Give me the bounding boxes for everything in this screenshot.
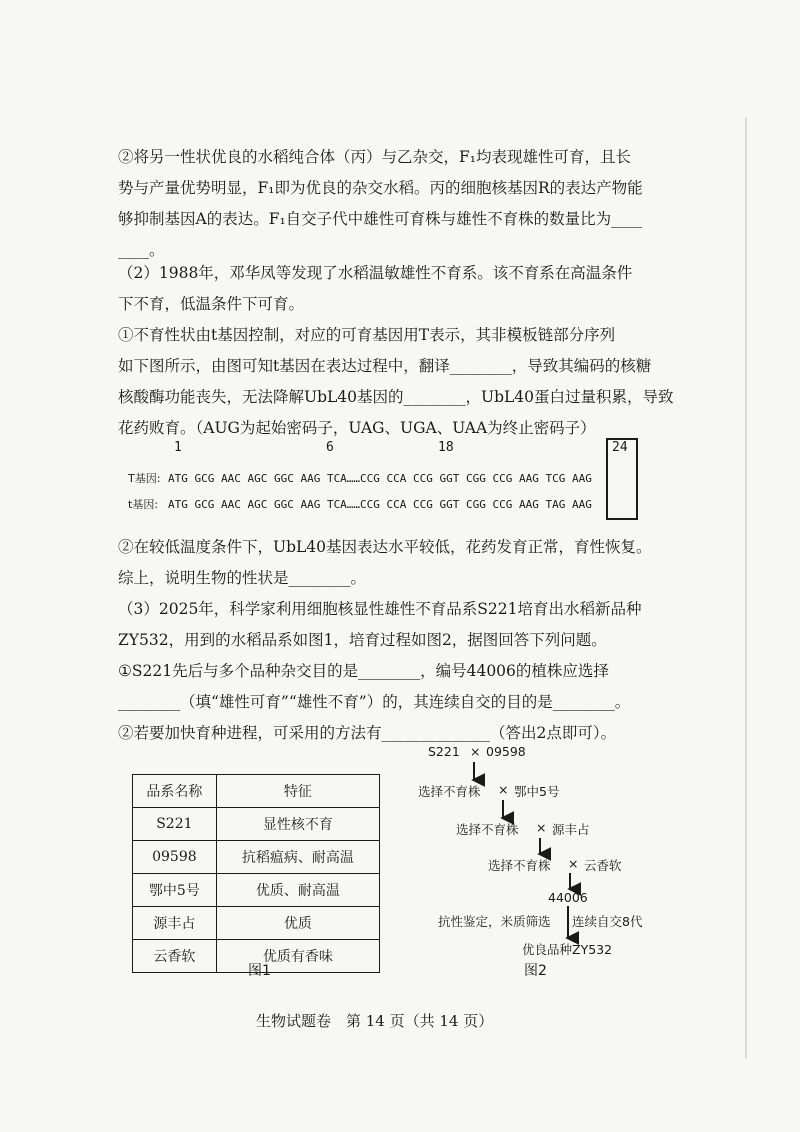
table-header-cell: 品系名称 (133, 775, 217, 808)
fc-select-3: 选择不育株 (488, 858, 551, 873)
table-cell: 源丰占 (133, 907, 217, 940)
seq-position-24: 24 (612, 440, 628, 455)
seq-label-t: t基因: (128, 498, 159, 511)
text-line: ________（填“雄性可育”“雄性不育”）的，其连续自交的目的是________。 (118, 693, 631, 711)
seq-position-18: 18 (438, 440, 454, 455)
seq-label-T: T基因: (128, 472, 161, 485)
text-line: 综上，说明生物的性状是________。 (118, 569, 367, 587)
text-line: 花药败育。（AUG为起始密码子，UAG、UGA、UAA为终止密码子） (118, 419, 596, 437)
paragraph-q2-intro (118, 258, 718, 320)
table-row (133, 808, 380, 841)
fc-cross-2: × (498, 782, 509, 797)
paragraph-q3-2 (118, 718, 718, 749)
text-line: ①S221先后与多个品种杂交目的是________，编号44006的植株应选择 (118, 662, 609, 680)
text-line: ②若要加快育种进程，可采用的方法有______________（答出2点即可）。 (118, 724, 617, 742)
fc-44006: 44006 (548, 890, 588, 905)
table-cell: 优质有香味 (216, 940, 379, 973)
text-line: 够抑制基因A的表达。F₁自交子代中雄性可育株与雄性不育株的数量比为____ (118, 210, 643, 228)
page-footer: 生物试题卷 第 14 页（共 14 页） (256, 1012, 494, 1030)
text-line: ②在较低温度条件下，UbL40基因表达水平较低，花药发育正常，育性恢复。 (118, 538, 652, 556)
table-row (133, 874, 380, 907)
figure1-table (132, 774, 380, 973)
text-line: ①不育性状由t基因控制，对应的可育基因用T表示，其非模板链部分序列 (118, 326, 616, 344)
fc-cross-4: × (568, 856, 579, 871)
table-cell: 鄂中5号 (133, 874, 217, 907)
seq-t: ATG GCG AAC AGC GGC AAG TCA……CCG CCA CCG GGT CGG CCG AAG TAG AAG (168, 498, 592, 511)
figure2-caption: 图2 (524, 963, 547, 979)
table-row (133, 907, 380, 940)
text-line: 下不育，低温条件下可育。 (118, 295, 305, 313)
fc-self-8: 连续自交8代 (572, 914, 643, 929)
seq-position-6: 6 (326, 440, 334, 455)
table-cell: 抗稻瘟病、耐高温 (216, 841, 379, 874)
text-line: 核酸酶功能丧失，无法降解UbL40基因的________，UbL40蛋白过量积累，导致 (118, 388, 674, 406)
table-cell: S221 (133, 808, 217, 841)
table-header-row (133, 775, 380, 808)
figure1-caption: 图1 (248, 963, 271, 979)
fc-ezhong5: 鄂中5号 (514, 784, 560, 799)
paragraph-q2-1 (118, 320, 718, 444)
fc-screen: 抗性鉴定，米质筛选 (438, 914, 551, 929)
seq-row-T (128, 470, 592, 486)
paragraph-q3-1 (118, 656, 718, 718)
fc-select-2: 选择不育株 (456, 822, 519, 837)
paragraph-q3-intro (118, 594, 718, 656)
table-cell: 优质、耐高温 (216, 874, 379, 907)
paragraph-q2-2 (118, 532, 718, 594)
fc-09598: 09598 (486, 744, 526, 759)
page-edge-shadow (745, 118, 747, 1058)
text-line: ____。 (118, 241, 165, 259)
seq-T: ATG GCG AAC AGC GGC AAG TCA……CCG CCA CCG GGT CGG CCG AAG TCG AAG (168, 472, 592, 485)
fc-final: 优良品种ZY532 (522, 942, 613, 957)
fc-yunxiangruan: 云香软 (584, 858, 622, 873)
fc-s221: S221 (428, 744, 460, 759)
fc-select-1: 选择不育株 (418, 784, 481, 799)
fc-cross-1: × (470, 744, 481, 759)
seq-position-1: 1 (174, 440, 182, 455)
table-cell: 优质 (216, 907, 379, 940)
text-line: 如下图所示，由图可知t基因在表达过程中，翻译________，导致其编码的核糖 (118, 357, 652, 375)
fc-cross-3: × (536, 820, 547, 835)
text-line: ZY532，用到的水稻品系如图1，培育过程如图2，据图回答下列问题。 (118, 631, 607, 649)
fc-yuanfengzhan: 源丰占 (552, 822, 590, 837)
table-cell: 云香软 (133, 940, 217, 973)
text-line: ②将另一性状优良的水稻纯合体（丙）与乙杂交，F₁均表现雄性可育，且长 (118, 148, 631, 166)
seq-row-t (128, 496, 592, 512)
table-row (133, 841, 380, 874)
text-line: （3）2025年，科学家利用细胞核显性雄性不育品系S221培育出水稻新品种 (118, 600, 642, 618)
table-cell: 显性核不育 (216, 808, 379, 841)
text-line: 势与产量优势明显，F₁即为优良的杂交水稻。丙的细胞核基因R的表达产物能 (118, 179, 643, 197)
table-cell: 09598 (133, 841, 217, 874)
table-header-cell: 特征 (216, 775, 379, 808)
codon-24-box (606, 438, 638, 520)
text-line: （2）1988年，邓华凤等发现了水稻温敏雄性不育系。该不育系在高温条件 (118, 264, 633, 282)
paragraph-q1-2 (118, 142, 718, 266)
